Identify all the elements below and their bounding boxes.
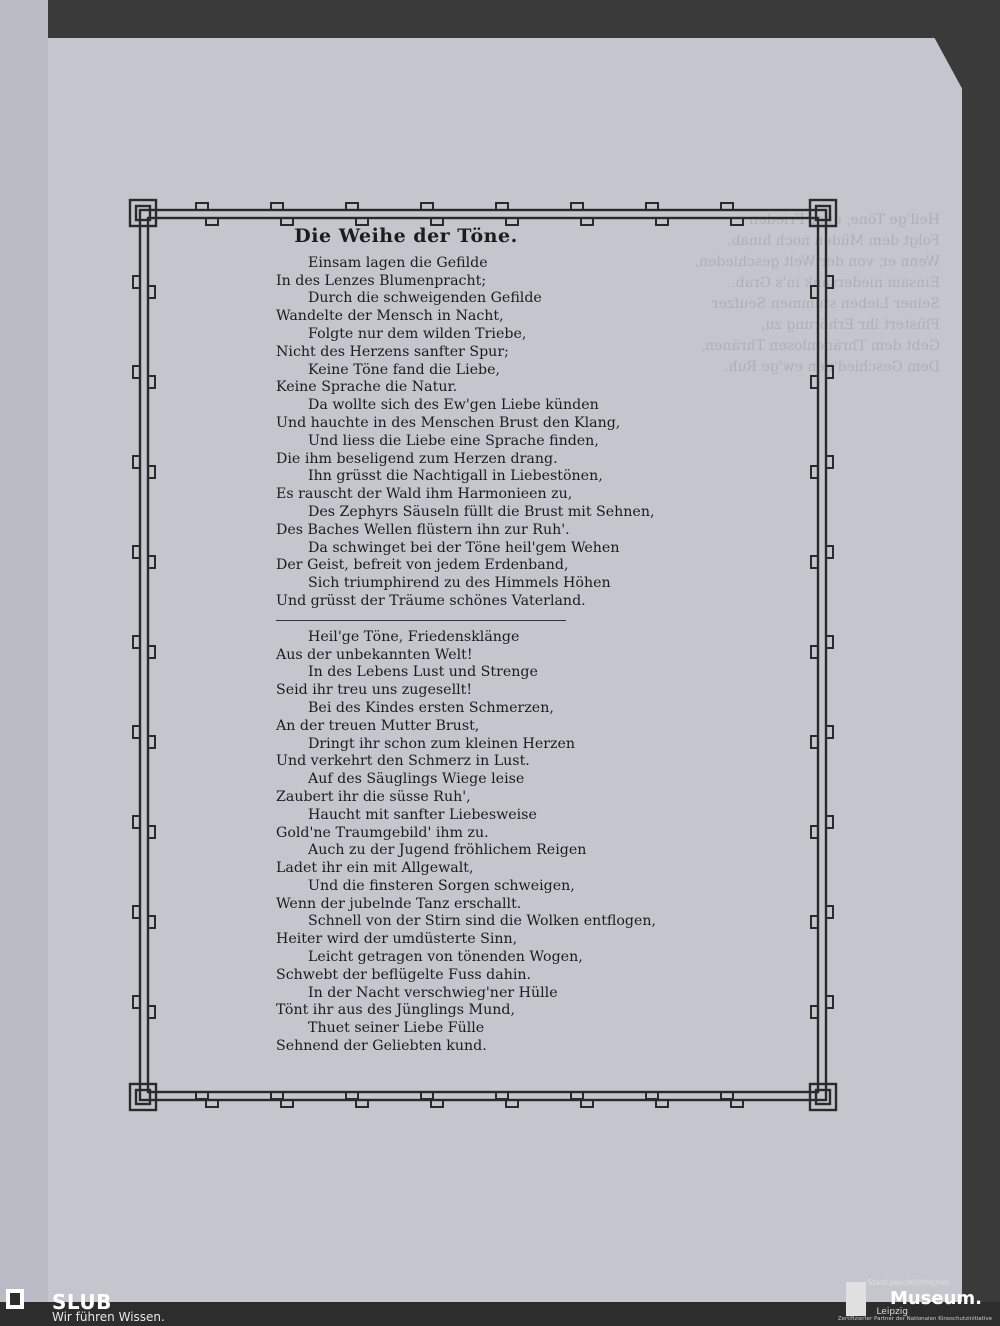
poem-line: An der treuen Mutter Brust,: [276, 717, 480, 734]
viewer-footer: [0, 1278, 1000, 1326]
poem-line: In des Lenzes Blumenpracht;: [276, 272, 487, 289]
section-divider: [276, 620, 566, 621]
poem-line: Ihn grüsst die Nachtigall in Liebestönen,: [308, 468, 603, 485]
poem-line: Die ihm beseligend zum Herzen drang.: [276, 450, 558, 467]
adjacent-page-edge: [0, 0, 48, 1302]
poem-line: Und hauchte in des Menschen Brust den Klang,: [276, 414, 621, 431]
poem-line: Haucht mit sanfter Liebesweise: [308, 806, 537, 823]
poem-line: Schnell von der Stirn sind die Wolken entflogen,: [308, 913, 657, 930]
poem-line: Leicht getragen von tönenden Wogen,: [308, 949, 583, 966]
poem-line: Wandelte der Mensch in Nacht,: [276, 308, 504, 325]
poem-title: Die Weihe der Töne.: [294, 225, 518, 247]
poem: [276, 225, 736, 1056]
museum-certification: Zertifizierter Partner der Nationalen Kinoschutzinitiative: [837, 1316, 992, 1322]
poem-line: Zaubert ihr die süsse Ruh',: [276, 788, 471, 805]
slub-logo-icon[interactable]: [4, 1287, 26, 1311]
poem-line: Schwebt der beflügelte Fuss dahin.: [276, 966, 532, 983]
poem-line: Des Baches Wellen flüstern ihn zur Ruh'.: [276, 521, 570, 538]
poem-line: Keine Töne fand die Liebe,: [308, 361, 501, 378]
poem-line: Und verkehrt den Schmerz in Lust.: [276, 753, 530, 770]
poem-line: Nicht des Herzens sanfter Spur;: [276, 343, 509, 360]
poem-line: Heil'ge Töne, Friedensklänge: [308, 628, 520, 645]
poem-part-one: [276, 255, 736, 611]
poem-line: Da wollte sich des Ew'gen Liebe künden: [308, 397, 599, 414]
poem-part-two: [276, 629, 736, 1056]
museum-city: Leipzig: [876, 1307, 908, 1317]
poem-line: Auch zu der Jugend fröhlichem Reigen: [308, 842, 587, 859]
poem-line: Ladet ihr ein mit Allgewalt,: [276, 860, 474, 877]
poem-line: Und grüsst der Träume schönes Vaterland.: [276, 592, 586, 609]
poem-line: In der Nacht verschwieg'ner Hülle: [308, 984, 558, 1001]
poem-line: Der Geist, befreit von jedem Erdenband,: [276, 557, 569, 574]
poem-line: Es rauscht der Wald ihm Harmonieen zu,: [276, 486, 573, 503]
poem-line: Dringt ihr schon zum kleinen Herzen: [308, 735, 576, 752]
museum-name[interactable]: Museum.: [889, 1288, 982, 1309]
poem-line: Keine Sprache die Natur.: [276, 379, 458, 396]
poem-line: Durch die schweigenden Gefilde: [308, 290, 542, 307]
library-tagline: Wir führen Wissen.: [52, 1310, 165, 1324]
poem-line: Bei des Kindes ersten Schmerzen,: [308, 699, 554, 716]
poem-line: Auf des Säuglings Wiege leise: [308, 771, 525, 788]
poem-line: Seid ihr treu uns zugesellt!: [276, 682, 473, 699]
poem-line: Wenn der jubelnde Tanz erschallt.: [276, 895, 522, 912]
poem-line: In des Lebens Lust und Strenge: [308, 664, 538, 681]
library-name[interactable]: SLUB: [52, 1290, 112, 1314]
poem-line: Thuet seiner Liebe Fülle: [308, 1020, 485, 1037]
poem-line: Aus der unbekannten Welt!: [276, 646, 473, 663]
poem-line: Sehnend der Geliebten kund.: [276, 1038, 487, 1055]
museum-logo-icon: [846, 1282, 866, 1316]
poem-line: Und liess die Liebe eine Sprache finden,: [308, 432, 599, 449]
poem-line: Sich triumphirend zu des Himmels Höhen: [308, 575, 611, 592]
poem-line: Da schwinget bei der Töne heil'gem Wehen: [308, 539, 620, 556]
museum-supertitle: Stadtgeschichtliches: [867, 1278, 950, 1287]
poem-line: Einsam lagen die Gefilde: [308, 254, 488, 271]
bleed-through-text: Heil'ge Töne, euer Frieden Folgt dem Müden noch hinab, Wenn er, von der Welt geschieden, Einsam niedersank in's Grab. Seiner Lieben stummen Seufzer Flüstert ihr Erhörung zu, Gebt dem Thränenlosen Thränen, Dem Geschied'nen ew'ge Ruh.: [694, 212, 940, 375]
poem-line: Gold'ne Traumgebild' ihm zu.: [276, 824, 489, 841]
poem-line: Und die finsteren Sorgen schweigen,: [308, 877, 575, 894]
poem-line: Tönt ihr aus des Jünglings Mund,: [276, 1002, 515, 1019]
poem-line: Des Zephyrs Säuseln füllt die Brust mit Sehnen,: [308, 503, 655, 520]
poem-line: Heiter wird der umdüsterte Sinn,: [276, 931, 518, 948]
poem-line: Folgte nur dem wilden Triebe,: [308, 325, 527, 342]
